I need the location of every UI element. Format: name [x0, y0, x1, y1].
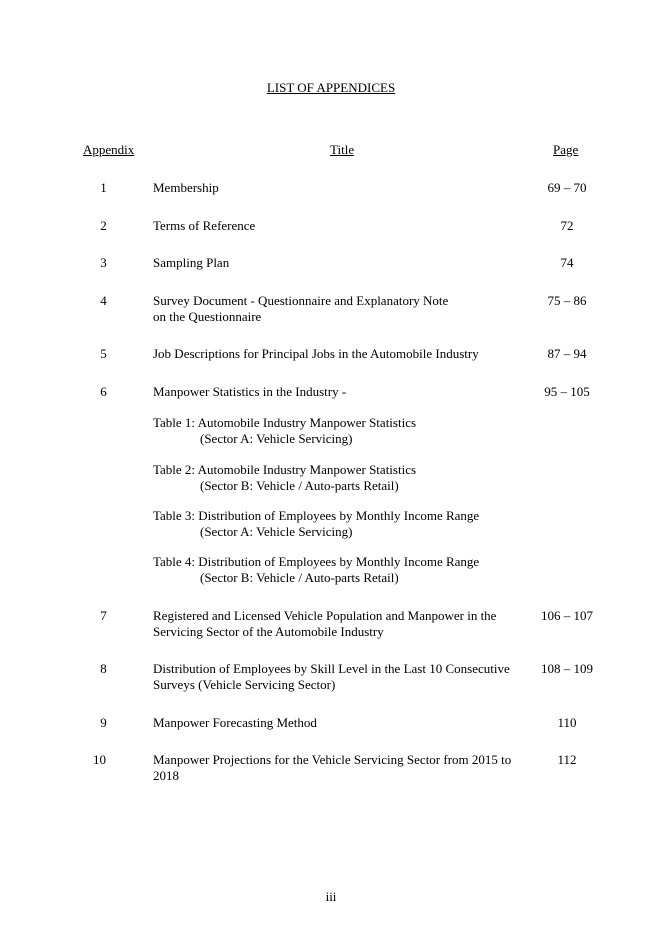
appendix-title — [153, 661, 528, 693]
appendix-title-line: Surveys (Vehicle Servicing Sector) — [153, 677, 336, 692]
appendix-page: 95 – 105 — [544, 384, 590, 399]
table-entry — [153, 554, 533, 586]
page-number: iii — [325, 889, 337, 904]
table-entry-title: Table 2: Automobile Industry Manpower Statistics — [153, 462, 417, 477]
appendix-title-line: Registered and Licensed Vehicle Population and Manpower in the — [153, 608, 497, 623]
appendix-title-line: on the Questionnaire — [153, 309, 262, 324]
appendix-title-line: Distribution of Employees by Skill Level in the Last 10 Consecutive — [153, 661, 510, 676]
table-entry-sector: (Sector B: Vehicle / Auto-parts Retail) — [200, 478, 399, 493]
appendix-title — [153, 752, 528, 784]
appendix-number: 1 — [100, 180, 107, 195]
appendix-page: 110 — [557, 715, 577, 730]
appendix-page: 69 – 70 — [547, 180, 587, 195]
appendix-title: Membership — [153, 180, 219, 195]
appendix-number: 8 — [100, 661, 107, 676]
appendix-title-line: Manpower Projections for the Vehicle Servicing Sector from 2015 to — [153, 752, 512, 767]
appendix-title: Manpower Statistics in the Industry - — [153, 384, 347, 399]
appendix-number: 5 — [100, 346, 107, 361]
table-entry-sector: (Sector B: Vehicle / Auto-parts Retail) — [200, 570, 399, 585]
appendix-number: 7 — [100, 608, 107, 623]
appendix-page: 106 – 107 — [541, 608, 593, 623]
appendix-number: 6 — [100, 384, 107, 399]
appendix-page: 108 – 109 — [541, 661, 593, 676]
appendix-title-line: Survey Document - Questionnaire and Explanatory Note — [153, 293, 449, 308]
appendix-title-line: Servicing Sector of the Automobile Industry — [153, 624, 384, 639]
header-page: Page — [553, 142, 579, 157]
header-title: Title — [330, 142, 355, 157]
appendix-title — [153, 608, 528, 640]
appendix-title: Job Descriptions for Principal Jobs in the Automobile Industry — [153, 346, 479, 361]
appendix-number: 10 — [93, 752, 106, 767]
header-appendix: Appendix — [83, 142, 135, 157]
table-entry — [153, 415, 533, 447]
appendix-number: 3 — [100, 255, 107, 270]
appendix-title-line: 2018 — [153, 768, 179, 783]
table-entry-sector: (Sector A: Vehicle Servicing) — [200, 431, 353, 446]
appendix-page: 72 — [560, 218, 574, 233]
appendix-page: 74 — [560, 255, 574, 270]
appendix-page: 112 — [557, 752, 577, 767]
table-entry-title: Table 4: Distribution of Employees by Monthly Income Range — [153, 554, 480, 569]
page-title: LIST OF APPENDICES — [266, 80, 396, 95]
appendix-title: Manpower Forecasting Method — [153, 715, 317, 730]
table-entry — [153, 462, 533, 494]
appendix-title: Sampling Plan — [153, 255, 230, 270]
appendix-title: Terms of Reference — [153, 218, 256, 233]
appendix-number: 9 — [100, 715, 107, 730]
table-entry-title: Table 1: Automobile Industry Manpower Statistics — [153, 415, 417, 430]
appendix-number: 2 — [100, 218, 107, 233]
table-entry-title: Table 3: Distribution of Employees by Monthly Income Range — [153, 508, 480, 523]
appendix-title — [153, 293, 528, 325]
appendix-page: 75 – 86 — [547, 293, 587, 308]
table-entry — [153, 508, 533, 540]
appendix-page: 87 – 94 — [547, 346, 587, 361]
table-entry-sector: (Sector A: Vehicle Servicing) — [200, 524, 353, 539]
appendix-number: 4 — [100, 293, 107, 308]
